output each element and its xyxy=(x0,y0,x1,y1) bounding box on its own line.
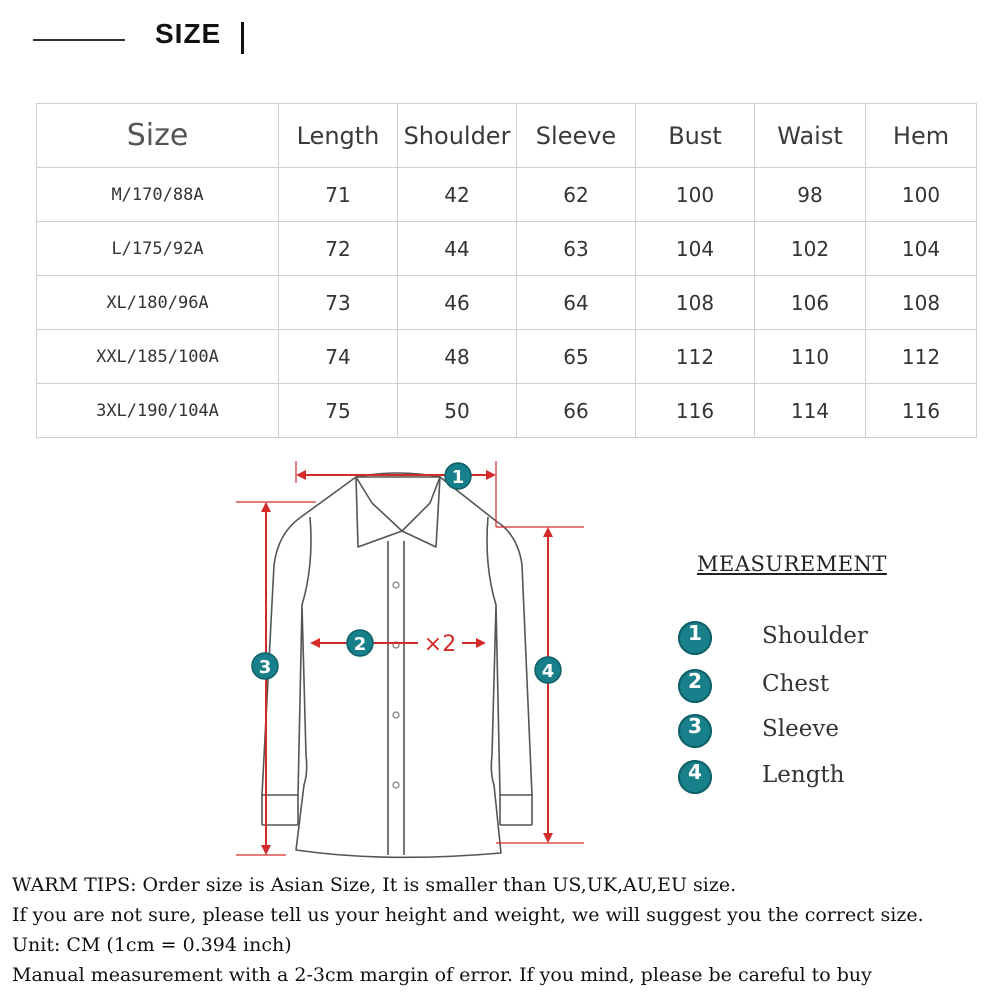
tips-line-4: Manual measurement with a 2-3cm margin of error. If you mind, please be careful to buy xyxy=(12,964,872,986)
cell-shoulder: 50 xyxy=(398,384,517,438)
table-row xyxy=(37,276,977,330)
col-header-size: Size xyxy=(37,104,279,168)
chest-multiplier: ×2 xyxy=(423,632,457,657)
cell-sleeve: 65 xyxy=(517,330,636,384)
cell-bust: 104 xyxy=(636,222,755,276)
shirt-outline xyxy=(262,473,532,857)
col-header-sleeve: Sleeve xyxy=(517,104,636,168)
cell-size: 3XL/190/104A xyxy=(37,384,279,438)
marker-4-label: 4 xyxy=(541,661,555,682)
table-header-row xyxy=(37,104,977,168)
size-chart-table xyxy=(36,103,977,438)
col-header-bust: Bust xyxy=(636,104,755,168)
cell-hem: 104 xyxy=(866,222,977,276)
header-divider-line xyxy=(33,39,125,41)
col-header-waist: Waist xyxy=(755,104,866,168)
cell-shoulder: 44 xyxy=(398,222,517,276)
cell-shoulder: 46 xyxy=(398,276,517,330)
shirt-measurement-diagram xyxy=(226,455,606,865)
cell-size: XL/180/96A xyxy=(37,276,279,330)
cell-size: XXL/185/100A xyxy=(37,330,279,384)
marker-1 xyxy=(445,463,471,489)
legend-title: MEASUREMENT xyxy=(697,552,887,576)
cell-size: M/170/88A xyxy=(37,168,279,222)
page-title: SIZE xyxy=(155,18,222,49)
table-row xyxy=(37,168,977,222)
marker-2-label: 2 xyxy=(353,634,367,655)
cell-hem: 100 xyxy=(866,168,977,222)
legend-number-badge: 3 xyxy=(678,714,712,748)
warm-tips xyxy=(12,870,990,990)
shirt-buttons xyxy=(393,582,399,788)
cell-length: 71 xyxy=(279,168,398,222)
legend-number-badge: 1 xyxy=(678,621,712,655)
legend-item-sleeve xyxy=(678,714,938,750)
cell-waist: 114 xyxy=(755,384,866,438)
cell-waist: 106 xyxy=(755,276,866,330)
col-header-hem: Hem xyxy=(866,104,977,168)
cell-sleeve: 64 xyxy=(517,276,636,330)
table-row xyxy=(37,384,977,438)
cell-hem: 116 xyxy=(866,384,977,438)
marker-4 xyxy=(535,657,561,683)
legend-item-shoulder xyxy=(678,621,938,657)
cell-length: 75 xyxy=(279,384,398,438)
col-header-shoulder: Shoulder xyxy=(398,104,517,168)
cell-hem: 112 xyxy=(866,330,977,384)
legend-label: Chest xyxy=(762,671,830,697)
legend-number-badge: 2 xyxy=(678,669,712,703)
legend-label: Length xyxy=(762,762,845,788)
cell-bust: 100 xyxy=(636,168,755,222)
cell-bust: 112 xyxy=(636,330,755,384)
table-row xyxy=(37,330,977,384)
cell-waist: 98 xyxy=(755,168,866,222)
legend-label: Shoulder xyxy=(762,623,868,649)
cell-size: L/175/92A xyxy=(37,222,279,276)
cell-length: 72 xyxy=(279,222,398,276)
marker-3-label: 3 xyxy=(258,657,272,678)
cell-length: 74 xyxy=(279,330,398,384)
col-header-length: Length xyxy=(279,104,398,168)
legend-item-chest xyxy=(678,669,938,705)
tips-line-3: Unit: CM (1cm = 0.394 inch) xyxy=(12,934,292,956)
marker-1-label: 1 xyxy=(451,467,465,488)
cell-sleeve: 63 xyxy=(517,222,636,276)
cell-waist: 102 xyxy=(755,222,866,276)
table-row xyxy=(37,222,977,276)
marker-3 xyxy=(252,653,278,679)
header-title-bar xyxy=(241,22,244,54)
cell-hem: 108 xyxy=(866,276,977,330)
tips-line-2: If you are not sure, please tell us your height and weight, we will suggest you the correct size. xyxy=(12,904,924,926)
tips-line-1: WARM TIPS: Order size is Asian Size, It is smaller than US,UK,AU,EU size. xyxy=(12,874,737,896)
cell-waist: 110 xyxy=(755,330,866,384)
legend-item-length xyxy=(678,760,938,796)
legend-number-badge: 4 xyxy=(678,760,712,794)
cell-length: 73 xyxy=(279,276,398,330)
legend-label: Sleeve xyxy=(762,716,839,742)
cell-bust: 108 xyxy=(636,276,755,330)
cell-sleeve: 66 xyxy=(517,384,636,438)
marker-2 xyxy=(347,630,373,656)
cell-shoulder: 48 xyxy=(398,330,517,384)
cell-shoulder: 42 xyxy=(398,168,517,222)
cell-sleeve: 62 xyxy=(517,168,636,222)
cell-bust: 116 xyxy=(636,384,755,438)
